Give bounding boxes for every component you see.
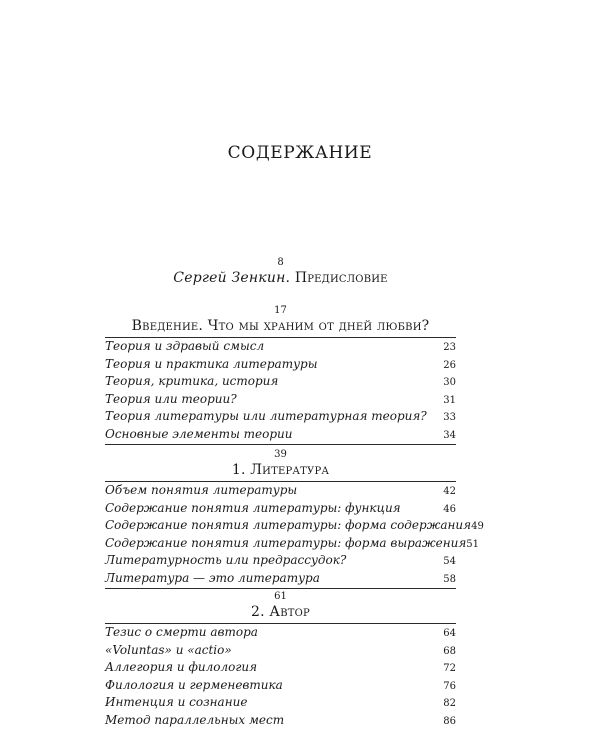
- toc-entry-page: 72: [443, 663, 456, 675]
- toc-entry-page: 23: [443, 342, 456, 353]
- toc-entry-page: 33: [443, 412, 456, 424]
- toc-entry-title: Содержание понятия литературы: форма содержания: [105, 518, 472, 533]
- toc-entry-page: 31: [443, 394, 456, 406]
- toc-entry-title: Основные элементы теории: [105, 426, 293, 441]
- toc-entry-title: Литература — это литература: [105, 570, 320, 585]
- toc-entry[interactable]: [105, 694, 456, 712]
- toc-entry-page: 58: [443, 573, 456, 585]
- toc-entry-page: 51: [466, 538, 480, 550]
- toc-entry-title: Теория и здравый смысл: [105, 339, 265, 353]
- toc-entry-title: Теория, критика, история: [105, 374, 279, 389]
- toc-entry-title: Объем понятия литературы: [105, 483, 298, 497]
- toc-entry[interactable]: [105, 552, 456, 570]
- toc-section-literature: [105, 448, 484, 589]
- toc-entry[interactable]: [105, 623, 456, 642]
- toc-entry-title: Филология и герменевтика: [105, 677, 283, 692]
- toc-entry[interactable]: [105, 677, 456, 695]
- toc-entry-page: 46: [443, 503, 456, 515]
- toc-entry-page: 68: [443, 645, 456, 657]
- section-title[interactable]: [105, 270, 456, 289]
- toc-entry-page: 64: [443, 628, 456, 639]
- toc-entry-page: 86: [443, 715, 456, 727]
- section-page-number: 39: [274, 449, 287, 460]
- section-title[interactable]: 1. Литература: [231, 462, 330, 478]
- toc-entry-page: 49: [471, 521, 484, 533]
- toc-section-preface: [105, 256, 456, 289]
- section-page-number: 61: [274, 591, 287, 602]
- page-title: СОДЕРЖАНИЕ: [227, 143, 373, 163]
- toc-entry-title: Интенция и сознание: [105, 695, 248, 710]
- toc-entry[interactable]: [105, 500, 456, 518]
- toc-entry[interactable]: [105, 337, 456, 356]
- toc-entry-title: «Voluntas» и «actio»: [105, 642, 232, 657]
- toc-entry-title: Теория или теории?: [105, 391, 237, 406]
- section-title[interactable]: 2. Автор: [251, 604, 310, 620]
- toc-entry-title: Тезис о смерти автора: [105, 625, 258, 639]
- toc-entry-title: Литературность или предрассудок?: [105, 553, 347, 568]
- toc-entry-page: 26: [443, 359, 456, 371]
- section-divider: [105, 588, 456, 589]
- toc-entry[interactable]: [105, 712, 456, 730]
- toc-section-introduction: [105, 304, 456, 445]
- toc-entry[interactable]: [105, 481, 456, 500]
- toc-entry[interactable]: [105, 391, 456, 409]
- section-author: Сергей Зенкин.: [173, 270, 291, 286]
- toc-entry[interactable]: [105, 408, 456, 426]
- toc-entry-title: Теория литературы или литературная теория?: [105, 409, 427, 424]
- section-page-number: 8: [277, 257, 284, 268]
- section-page-number: 17: [274, 305, 287, 316]
- toc-entry[interactable]: [105, 659, 456, 677]
- toc-entry[interactable]: [105, 535, 480, 553]
- toc-entry[interactable]: [105, 642, 456, 660]
- section-divider: [105, 444, 456, 445]
- toc-entry[interactable]: [105, 356, 456, 374]
- toc-entry[interactable]: [105, 426, 456, 444]
- section-title[interactable]: Введение. Что мы храним от дней любви?: [131, 318, 430, 334]
- toc-entry-page: 30: [443, 377, 456, 389]
- toc-entry-title: Содержание понятия литературы: форма выражения: [105, 535, 467, 550]
- toc-section-author: [105, 590, 456, 730]
- toc-entry-page: 42: [443, 486, 456, 497]
- toc-entry-page: 54: [443, 556, 456, 568]
- toc-entry-title: Аллегория и филология: [105, 660, 258, 675]
- toc-entry[interactable]: [105, 517, 484, 535]
- toc-entry[interactable]: [105, 373, 456, 391]
- toc-entry-title: Теория и практика литературы: [105, 356, 318, 371]
- toc-entry-title: Содержание понятия литературы: функция: [105, 500, 401, 515]
- toc-entry-page: 34: [443, 429, 456, 441]
- section-title-text: Предисловие: [294, 270, 388, 286]
- toc-entry-page: 76: [443, 680, 456, 692]
- toc-entry[interactable]: [105, 570, 456, 588]
- toc-entry-page: 82: [443, 698, 456, 710]
- toc-entry-title: Метод параллельных мест: [105, 712, 285, 727]
